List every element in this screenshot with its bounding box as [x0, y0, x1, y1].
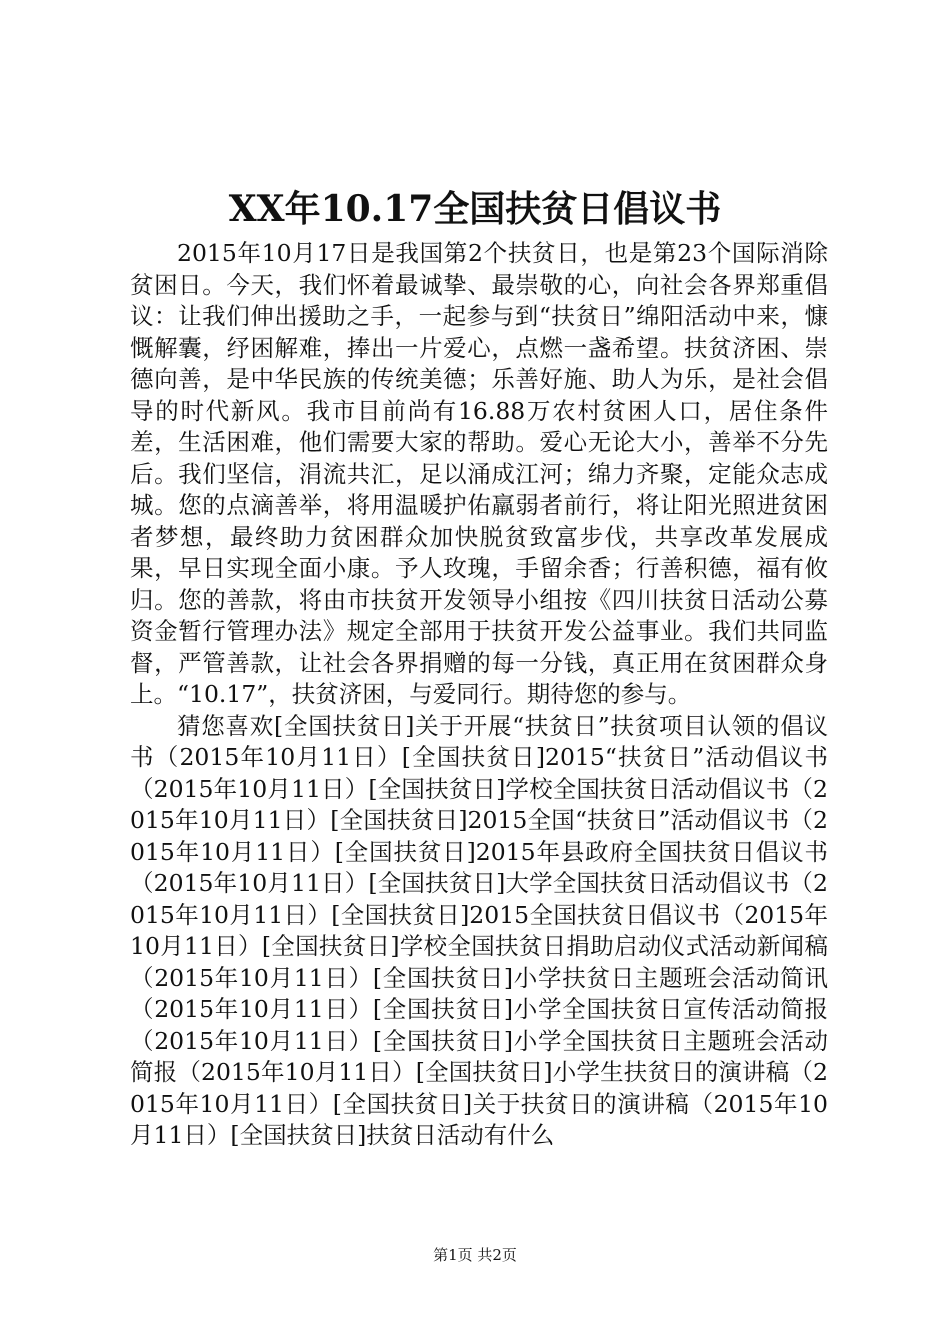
body-paragraph-related-list: 猜您喜欢[全国扶贫日]关于开展“扶贫日”扶贫项目认领的倡议书（2015年10月11日）[全国扶贫日]2015“扶贫日”活动倡议书（2015年10月11日）[全国扶贫日]学校全国扶贫日活动倡议书（2015年10月11日）[全国扶贫日]2015全国“扶贫日”活动倡议书（2015年10月11日）[全国扶贫日]2015年县政府全国扶贫日倡议书（2015年10月11日）[全国扶贫日]大学全国扶贫日活动倡议书（2015年10月11日）[全国扶贫日]2015全国扶贫日倡议书（2015年10月11日）[全国扶贫日]学校全国扶贫日捐助启动仪式活动新闻稿（2015年10月11日）[全国扶贫日]小学扶贫日主题班会活动简讯（2015年10月11日）[全国扶贫日]小学全国扶贫日宣传活动简报（2015年10月11日）[全国扶贫日]小学全国扶贫日主题班会活动简报（2015年10月11日）[全国扶贫日]小学生扶贫日的演讲稿（2015年10月11日）[全国扶贫日]关于扶贫日的演讲稿（2015年10月11日）[全国扶贫日]扶贫日活动有什么 [130, 711, 828, 1149]
document-title: XX年10.17全国扶贫日倡议书 [228, 188, 722, 230]
body-paragraph-proposal: 2015年10月17日是我国第2个扶贫日，也是第23个国际消除贫困日。今天，我们怀着最诚挚、最崇敬的心，向社会各界郑重倡议：让我们伸出援助之手，一起参与到“扶贫日”绵阳活动中来，慷慨解囊，纾困解难，捧出一片爱心，点燃一盏希望。扶贫济困、崇德向善，是中华民族的传统美德；乐善好施、助人为乐，是社会倡导的时代新风。我市目前尚有16.88万农村贫困人口，居住条件差，生活困难，他们需要大家的帮助。爱心无论大小，善举不分先后。我们坚信，涓流共汇，足以涌成江河；绵力齐聚，定能众志成城。您的点滴善举，将用温暖护佑羸弱者前行，将让阳光照进贫困者梦想，最终助力贫困群众加快脱贫致富步伐，共享改革发展成果，早日实现全面小康。予人玫瑰，手留余香；行善积德，福有攸归。您的善款，将由市扶贫开发领导小组按《四川扶贫日活动公募资金暂行管理办法》规定全部用于扶贫开发公益事业。我们共同监督，严管善款，让社会各界捐赠的每一分钱，真正用在贫困群众身上。“10.17”，扶贫济困，与爱同行。期待您的参与。 [130, 239, 828, 708]
document-body [130, 238, 828, 1152]
page-number-footer: 第1页 共2页 [433, 1246, 517, 1264]
